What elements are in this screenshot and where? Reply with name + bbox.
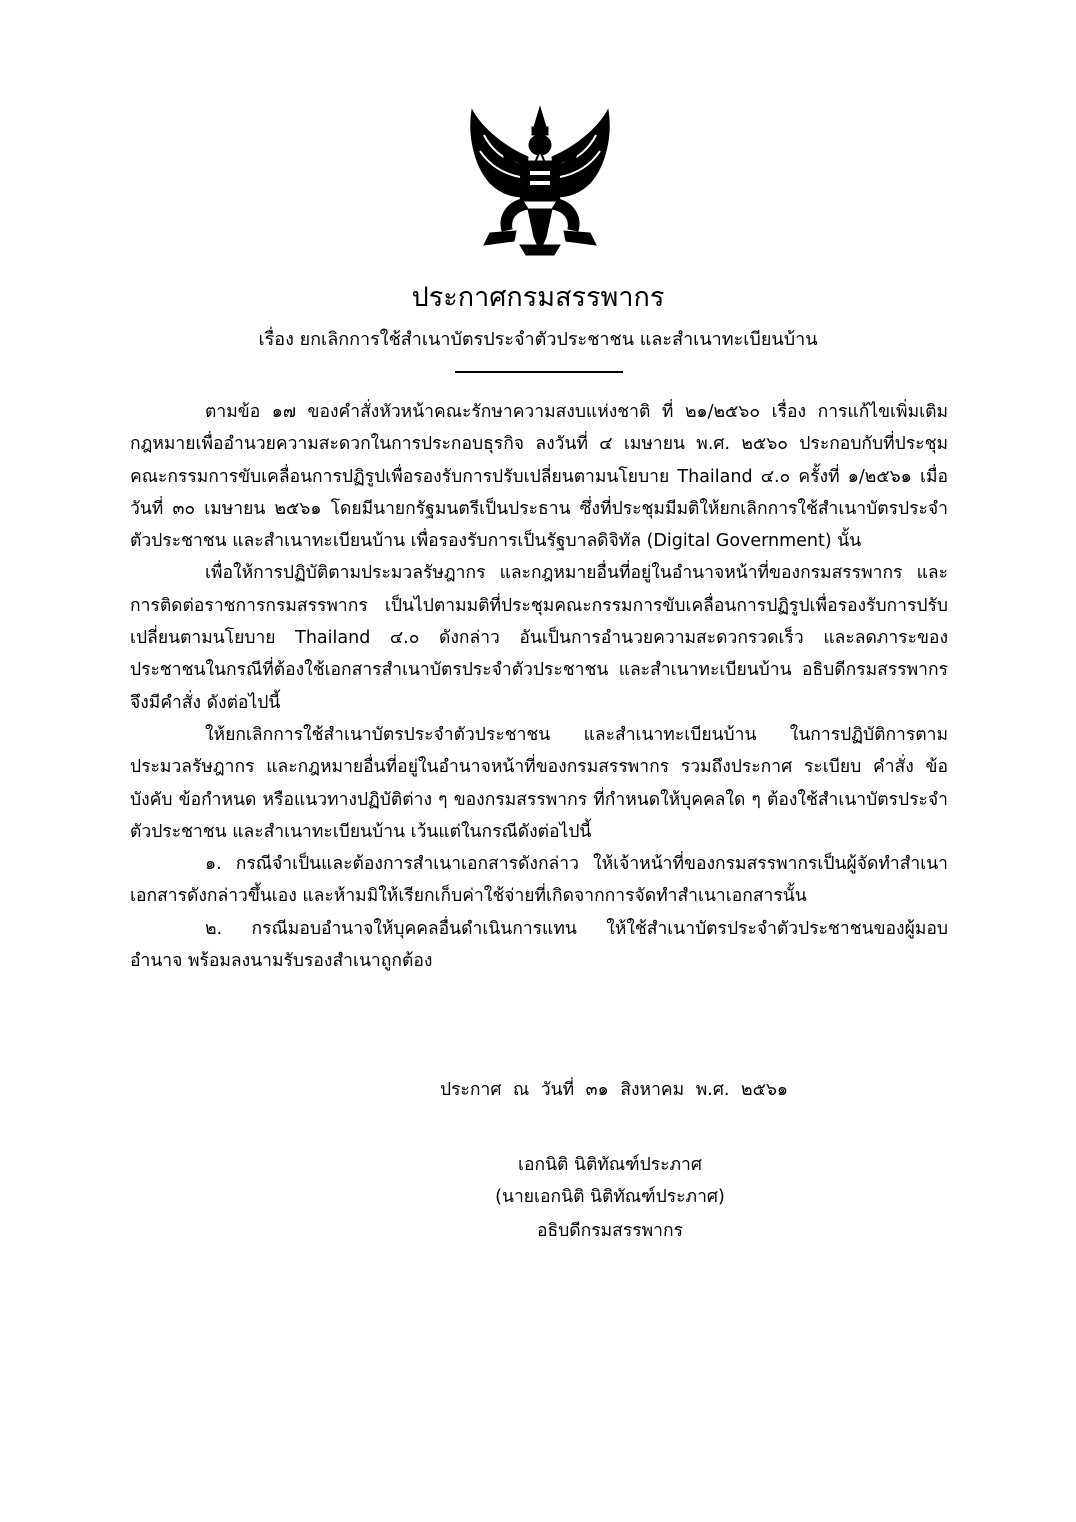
signatory-position: อธิบดีกรมสรรพากร xyxy=(536,1221,684,1241)
document-body xyxy=(130,396,948,977)
body-paragraph: ๒. กรณีมอบอำนาจให้บุคคลอื่นดำเนินการแทน ให้ใช้สำเนาบัตรประจำตัวประชาชนของผู้มอบอำนาจ พร้อมลงนามรับรองสำเนาถูกต้อง xyxy=(130,918,948,972)
garuda-emblem-icon xyxy=(450,105,630,265)
signatory-full-name: (นายเอกนิติ นิติทัณฑ์ประภาศ) xyxy=(495,1187,725,1207)
title-underline xyxy=(455,371,623,373)
body-paragraph: ๑. กรณีจำเป็นและต้องการสำเนาเอกสารดังกล่าว ให้เจ้าหน้าที่ของกรมสรรพากรเป็นผู้จัดทำสำเนาเอกสารดังกล่าวขึ้นเอง และห้ามมิให้เรียกเก็บค่าใช้จ่ายที่เกิดจากการจัดทำสำเนาเอกสารนั้น xyxy=(130,854,948,907)
signature-name: เอกนิติ นิติทัณฑ์ประภาศ xyxy=(518,1155,702,1175)
document-title: ประกาศกรมสรรพากร xyxy=(411,282,665,313)
body-paragraph: ตามข้อ ๑๗ ของคำสั่งหัวหน้าคณะรักษาความสงบแห่งชาติ ที่ ๒๑/๒๕๖๐ เรื่อง การแก้ไขเพิ่มเติมกฎหมายเพื่ออำนวยความสะดวกในการประกอบธุรกิจ ลงวันที่ ๔ เมษายน พ.ศ. ๒๕๖๐ ประกอบกับที่ประชุมคณะกรรมการขับเคลื่อนการปฏิรูปเพื่อรองรับการปรับเปลี่ยนตามนโยบาย Thailand ๔.๐ ครั้งที่ ๑/๒๕๖๑ เมื่อวันที่ ๓๐ เมษายน ๒๕๖๑ โดยมีนายกรัฐมนตรีเป็นประธาน ซึ่งที่ประชุมมีมติให้ยกเลิกการใช้สำเนาบัตรประจำตัวประชาชน และสำเนาทะเบียนบ้าน เพื่อรองรับการเป็นรัฐบาลดิจิทัล (Digital Government) นั้น xyxy=(130,402,948,552)
body-paragraph: เพื่อให้การปฏิบัติตามประมวลรัษฎากร และกฎหมายอื่นที่อยู่ในอำนาจหน้าที่ของกรมสรรพากร และการติดต่อราชการกรมสรรพากร เป็นไปตามมติที่ประชุมคณะกรรมการขับเคลื่อนการปฏิรูปเพื่อรองรับการปรับเปลี่ยนตามนโยบาย Thailand ๔.๐ ดังกล่าว อันเป็นการอำนวยความสะดวกรวดเร็ว และลดภาระของประชาชนในกรณีที่ต้องใช้เอกสารสำเนาบัตรประจำตัวประชาชน และสำเนาทะเบียนบ้าน อธิบดีกรมสรรพากรจึงมีคำสั่ง ดังต่อไปนี้ xyxy=(130,563,948,713)
document-subject: เรื่อง ยกเลิกการใช้สำเนาบัตรประจำตัวประชาชน และสำเนาทะเบียนบ้าน xyxy=(258,329,818,350)
announcement-date: ประกาศ ณ วันที่ ๓๑ สิงหาคม พ.ศ. ๒๕๖๑ xyxy=(440,1080,789,1100)
body-paragraph: ให้ยกเลิกการใช้สำเนาบัตรประจำตัวประชาชน และสำเนาทะเบียนบ้าน ในการปฏิบัติการตามประมวลรัษฎากร และกฎหมายอื่นที่อยู่ในอำนาจหน้าที่ของกรมสรรพากร รวมถึงประกาศ ระเบียบ คำสั่ง ข้อบังคับ ข้อกำหนด หรือแนวทางปฏิบัติต่าง ๆ ของกรมสรรพากร ที่กำหนดให้บุคคลใด ๆ ต้องใช้สำเนาบัตรประจำตัวประชาชน และสำเนาทะเบียนบ้าน เว้นแต่ในกรณีดังต่อไปนี้ xyxy=(130,724,948,842)
